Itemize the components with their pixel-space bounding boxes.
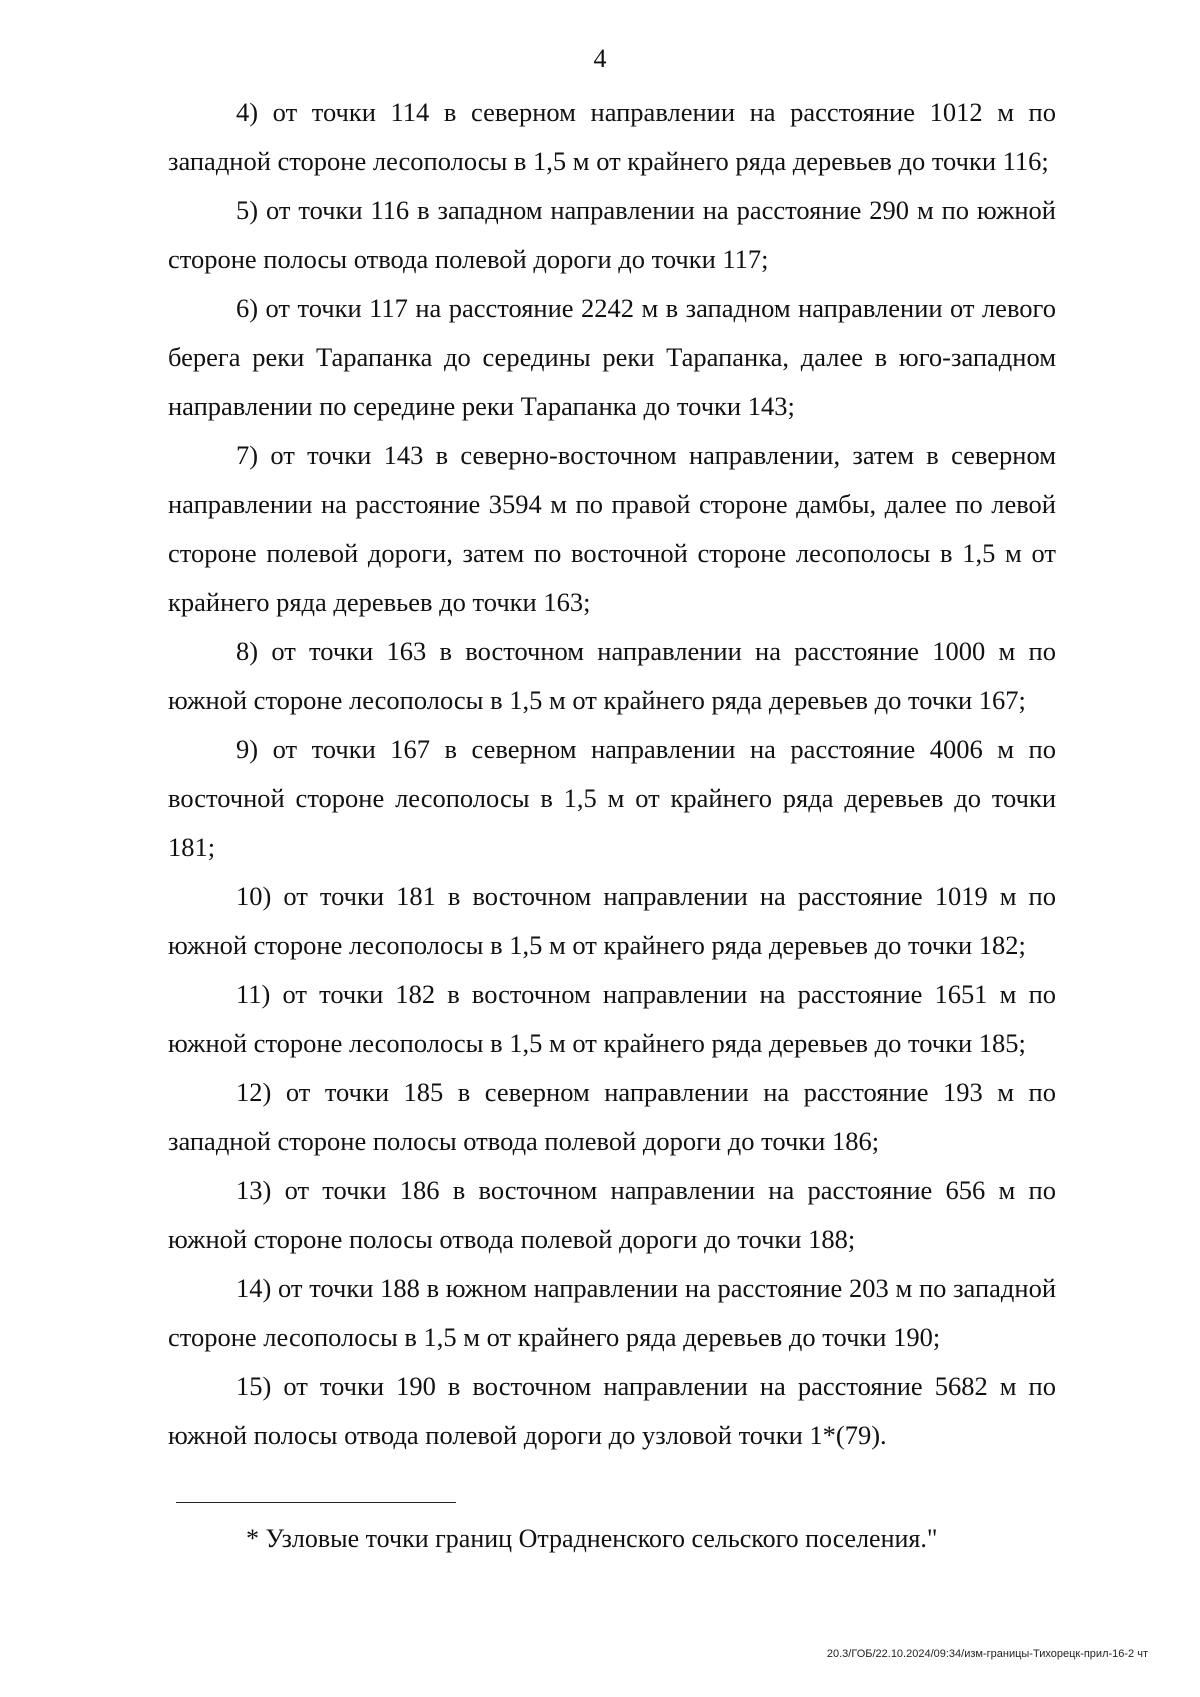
boundary-item-14: 14) от точки 188 в южном направлении на расстояние 203 м по западной стороне лесополосы в 1,5 м от крайнего ряда деревьев до точки 190; — [168, 1273, 1056, 1352]
boundary-item-4: 4) от точки 114 в северном направлении на расстояние 1012 м по западной стороне лесополосы в 1,5 м от крайнего ряда деревьев до точки 116; — [168, 97, 1056, 176]
boundary-item-15: 15) от точки 190 в восточном направлении на расстояние 5682 м по южной полосы отвода полевой дороги до узловой точки 1*(79). — [168, 1371, 1056, 1450]
boundary-item-13: 13) от точки 186 в восточном направлении на расстояние 656 м по южной стороне полосы отвода полевой дороги до точки 188; — [168, 1175, 1056, 1254]
boundary-item-6: 6) от точки 117 на расстояние 2242 м в западном направлении от левого берега реки Тарапанка до середины реки Тарапанка, далее в юго-западном направлении по середине реки Тарапанка до точки 143; — [168, 293, 1056, 421]
footnote-divider — [176, 1502, 456, 1503]
footnote: * Узловые точки границ Отрадненского сельского поселения." — [246, 1524, 938, 1553]
boundary-item-11: 11) от точки 182 в восточном направлении на расстояние 1651 м по южной стороне лесополосы в 1,5 м от крайнего ряда деревьев до точки 185; — [168, 979, 1056, 1058]
boundary-item-10: 10) от точки 181 в восточном направлении на расстояние 1019 м по южной стороне лесополосы в 1,5 м от крайнего ряда деревьев до точки 182; — [168, 881, 1056, 960]
boundary-item-12: 12) от точки 185 в северном направлении на расстояние 193 м по западной стороне полосы отвода полевой дороги до точки 186; — [168, 1077, 1056, 1156]
page-number: 4 — [593, 44, 607, 73]
boundary-item-5: 5) от точки 116 в западном направлении на расстояние 290 м по южной стороне полосы отвода полевой дороги до точки 117; — [168, 195, 1056, 274]
boundary-item-9: 9) от точки 167 в северном направлении на расстояние 4006 м по восточной стороне лесополосы в 1,5 м от крайнего ряда деревьев до точки 181; — [168, 734, 1056, 862]
boundary-item-7: 7) от точки 143 в северно-восточном направлении, затем в северном направлении на расстояние 3594 м по правой стороне дамбы, далее по левой стороне полевой дороги, затем по восточной стороне лесополосы в 1,5 м от крайнего ряда деревьев до точки 163; — [168, 440, 1056, 617]
document-id-footer: 20.3/ГОБ/22.10.2024/09:34/изм-границы-Тихорецк-прил-16-2 чт — [826, 1648, 1148, 1660]
boundary-item-8: 8) от точки 163 в восточном направлении на расстояние 1000 м по южной стороне лесополосы в 1,5 м от крайнего ряда деревьев до точки 167; — [168, 636, 1056, 715]
document-body — [168, 88, 1056, 1460]
